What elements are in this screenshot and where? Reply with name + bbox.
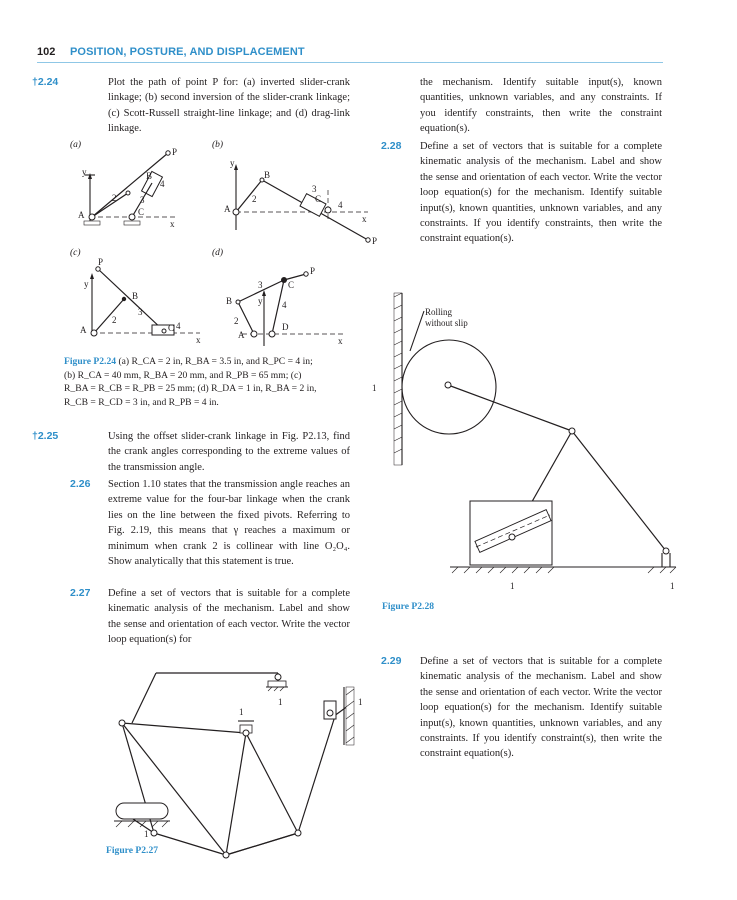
label-A: A xyxy=(78,210,85,220)
running-head: POSITION, POSTURE, AND DISPLACEMENT xyxy=(70,46,305,58)
label-C: C xyxy=(315,194,322,204)
figure-p2-28 xyxy=(372,285,680,600)
label-B: B xyxy=(264,170,271,180)
caption-line-3: R_BA = R_CB = R_PB = 25 mm; (d) R_DA = 1 in, R_BA = 2 in, xyxy=(64,383,317,395)
problem-text-2-24: Plot the path of point P for: (a) inverted slider-crank linkage; (b) second inversion of the slider-crank linkage; (c) Scott-Russell straight-line linkage; and (d) drag-link linkage. xyxy=(108,77,350,135)
label-B: B xyxy=(146,171,153,181)
subfig-label-d: (d) xyxy=(212,248,224,258)
problem-text-2-27-right: the mechanism. Identify suitable input(s), known quantities, unknown variables, and any constraints. If you identify constraints, then write the constraint equation(s). xyxy=(420,77,662,135)
problem-text-2-27-left: Define a set of vectors that is suitable for a complete kinematic analysis of the mechanism. Label and show the sense and orientation of each vector. Write the vector loop equation(s) for xyxy=(108,588,350,646)
label-y: y xyxy=(230,158,235,168)
subfig-label-c: (c) xyxy=(70,248,81,258)
figure-p2-24-d xyxy=(222,262,362,352)
annotation-line-2: without slip xyxy=(425,318,468,328)
label-D: D xyxy=(282,322,289,332)
problem-text-2-29: Define a set of vectors that is suitable for a complete kinematic analysis of the mechanism. Label and show the sense and orientation of each vector. Write the vector loop equation(s) for the mechanism. Identify suitable input(s), known quantities, unknown variables, and any constraints. If you identify constraint(s), then write the constraint equation(s). xyxy=(420,656,662,760)
label-x: x xyxy=(362,214,367,224)
problem-number-2-25: †2.25 xyxy=(32,430,59,442)
ground-label-wall: 1 xyxy=(372,383,377,393)
label-P: P xyxy=(172,147,178,157)
label-A: A xyxy=(238,330,245,340)
label-P: P xyxy=(372,236,378,246)
label-2: 2 xyxy=(112,315,117,325)
ground-label-floor: 1 xyxy=(510,581,515,591)
label-2: 2 xyxy=(234,316,239,326)
label-4: 4 xyxy=(282,300,287,310)
label-3: 3 xyxy=(258,280,263,290)
figure-p2-27-label: Figure P2.27 xyxy=(106,845,159,856)
label-C: C xyxy=(168,323,175,333)
label-4: 4 xyxy=(176,321,181,331)
caption-line-2: (b) R_CA = 40 mm, R_BA = 20 mm, and R_PB = 65 mm; (c) xyxy=(64,369,302,381)
label-A: A xyxy=(80,325,87,335)
problem-number-2-24: †2.24 xyxy=(32,76,59,88)
caption-label: Figure P2.24 xyxy=(64,356,117,367)
label-3: 3 xyxy=(140,195,145,205)
label-y: y xyxy=(258,296,263,306)
label-P: P xyxy=(98,257,104,267)
subfig-label-b: (b) xyxy=(212,140,224,150)
label-4: 4 xyxy=(160,179,165,189)
ground-label-mid: 1 xyxy=(239,707,244,717)
label-4: 4 xyxy=(338,200,343,210)
label-B: B xyxy=(132,291,139,301)
label-x: x xyxy=(196,335,201,345)
label-x: x xyxy=(170,219,175,229)
problem-number-2-29: 2.29 xyxy=(381,655,402,667)
figure-p2-27 xyxy=(106,655,376,855)
label-2: 2 xyxy=(252,194,257,204)
figure-p2-28-label: Figure P2.28 xyxy=(382,601,435,612)
problem-number-2-26: 2.26 xyxy=(70,478,91,490)
label-y: y xyxy=(84,279,89,289)
figure-p2-24-b xyxy=(218,150,378,250)
caption-line-1: (a) R_CA = 2 in, R_BA = 3.5 in, and R_PC = 4 in; xyxy=(118,356,313,367)
problem-number-2-28: 2.28 xyxy=(381,140,402,152)
label-x: x xyxy=(338,336,343,346)
figure-p2-24-c xyxy=(72,255,207,350)
label-P: P xyxy=(310,266,316,276)
caption-line-4: R_CB = R_CD = 3 in, and R_PB = 4 in. xyxy=(64,396,219,408)
label-3: 3 xyxy=(312,184,317,194)
figure-p2-24-caption xyxy=(64,355,354,409)
label-C: C xyxy=(138,207,145,217)
ground-label-bottom: 1 xyxy=(144,829,149,839)
annotation-line-1: Rolling xyxy=(425,307,453,317)
label-A: A xyxy=(224,204,231,214)
label-y: y xyxy=(82,167,87,177)
header-rule xyxy=(37,62,663,63)
label-C: C xyxy=(288,280,295,290)
ground-label-pin: 1 xyxy=(670,581,675,591)
page-number: 102 xyxy=(37,46,56,58)
problem-text-2-28: Define a set of vectors that is suitable for a complete kinematic analysis of the mechanism. Label and show the sense and orientation of each vector. Write the vector loop equation(s) for the mechanism. Identify suitable input(s), known quantities, unknown variables, and any constraints. If you identify constraints, then write the constraint equation(s). xyxy=(420,141,662,245)
figure-p2-24-a xyxy=(60,145,200,245)
ground-label-wall: 1 xyxy=(358,697,363,707)
problem-text-2-25: Using the offset slider-crank linkage in Fig. P2.13, find the crank angles corresponding to the extreme values of the transmission angle. xyxy=(108,431,350,473)
ground-label-top: 1 xyxy=(278,697,283,707)
label-2: 2 xyxy=(112,193,117,203)
problem-number-2-27: 2.27 xyxy=(70,587,91,599)
label-B: B xyxy=(226,296,233,306)
label-3: 3 xyxy=(138,307,143,317)
subfig-label-a: (a) xyxy=(70,140,82,150)
problem-text-2-26: Section 1.10 states that the transmission angle reaches an extreme value for the four-bar linkage when the crank lies on the line between the fixed pivots. Referring to Fig. 2.19, this means that γ reaches a maximum or minimum when crank 2 is collinear with line O₂O₄. Show analytically that this statement is true. xyxy=(108,479,350,568)
